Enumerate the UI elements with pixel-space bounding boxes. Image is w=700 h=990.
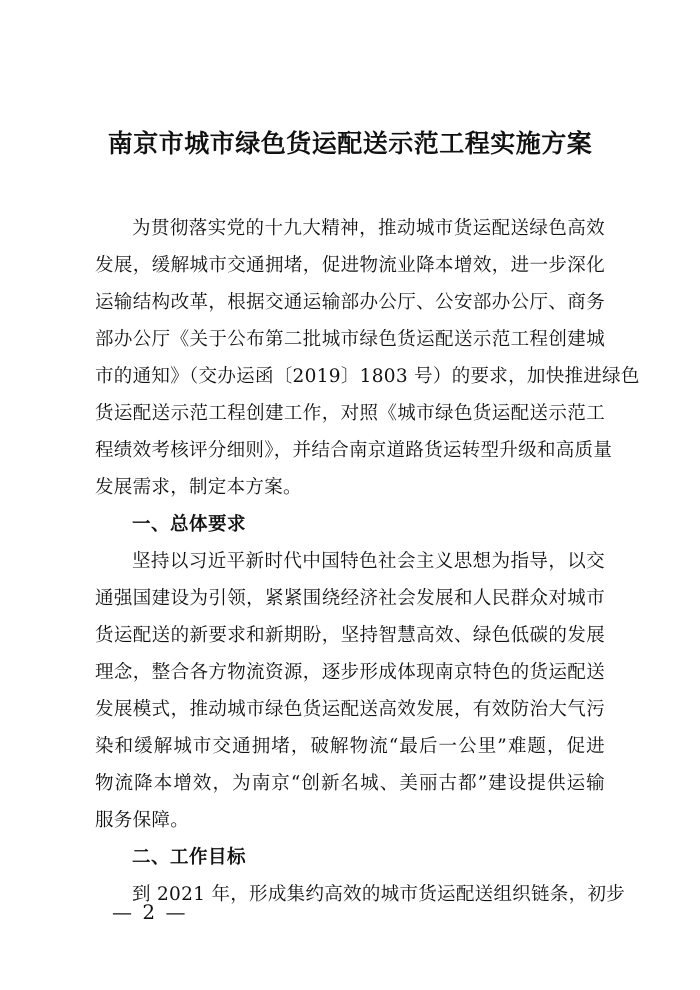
text-line: 部办公厅《关于公布第二批城市绿色货运配送示范工程创建城 [95, 329, 605, 350]
text-line: 运输结构改革，根据交通运输部办公厅、公安部办公厅、商务 [95, 292, 605, 313]
text-line: 通强国建设为引领，紧紧围绕经济社会发展和人民群众对城市 [95, 588, 605, 609]
text-line: 染和缓解城市交通拥堵，破解物流“最后一公里”难题，促进 [95, 736, 605, 757]
text-line: 货运配送示范工程创建工作，对照《城市绿色货运配送示范工 [95, 403, 605, 424]
text-line: 程绩效考核评分细则》，并结合南京道路货运转型升级和高质量 [95, 440, 613, 461]
section-heading-general-requirements: 一、总体要求 [132, 514, 247, 535]
text-line: 理念，整合各方物流资源，逐步形成体现南京特色的货运配送 [95, 662, 605, 683]
document-body [95, 210, 640, 913]
text-line: 为贯彻落实党的十九大精神，推动城市货运配送绿色高效 [132, 218, 605, 239]
text-line: 发展需求，制定本方案。 [95, 477, 302, 498]
text-line: 服务保障。 [95, 810, 190, 831]
section-heading-work-goals: 二、工作目标 [132, 847, 247, 868]
text-line: 物流降本增效，为南京“创新名城、美丽古都”建设提供运输 [95, 773, 605, 794]
document-title: 南京市城市绿色货运配送示范工程实施方案 [107, 129, 593, 158]
page-number: — 2 — [112, 900, 188, 924]
text-line: 货运配送的新要求和新期盼，坚持智慧高效、绿色低碳的发展 [95, 625, 605, 646]
paragraph-intro [95, 210, 640, 506]
text-line: 市的通知》（交办运函〔2019〕1803 号）的要求，加快推进绿色 [95, 366, 640, 387]
text-line: 到 2021 年，形成集约高效的城市货运配送组织链条，初步 [132, 884, 626, 905]
text-line: 发展模式，推动城市绿色货运配送高效发展，有效防治大气污 [95, 699, 605, 720]
paragraph-general-requirements [95, 543, 605, 839]
text-line: 发展，缓解城市交通拥堵，促进物流业降本增效，进一步深化 [95, 255, 605, 276]
text-line: 坚持以习近平新时代中国特色社会主义思想为指导，以交 [132, 551, 605, 572]
